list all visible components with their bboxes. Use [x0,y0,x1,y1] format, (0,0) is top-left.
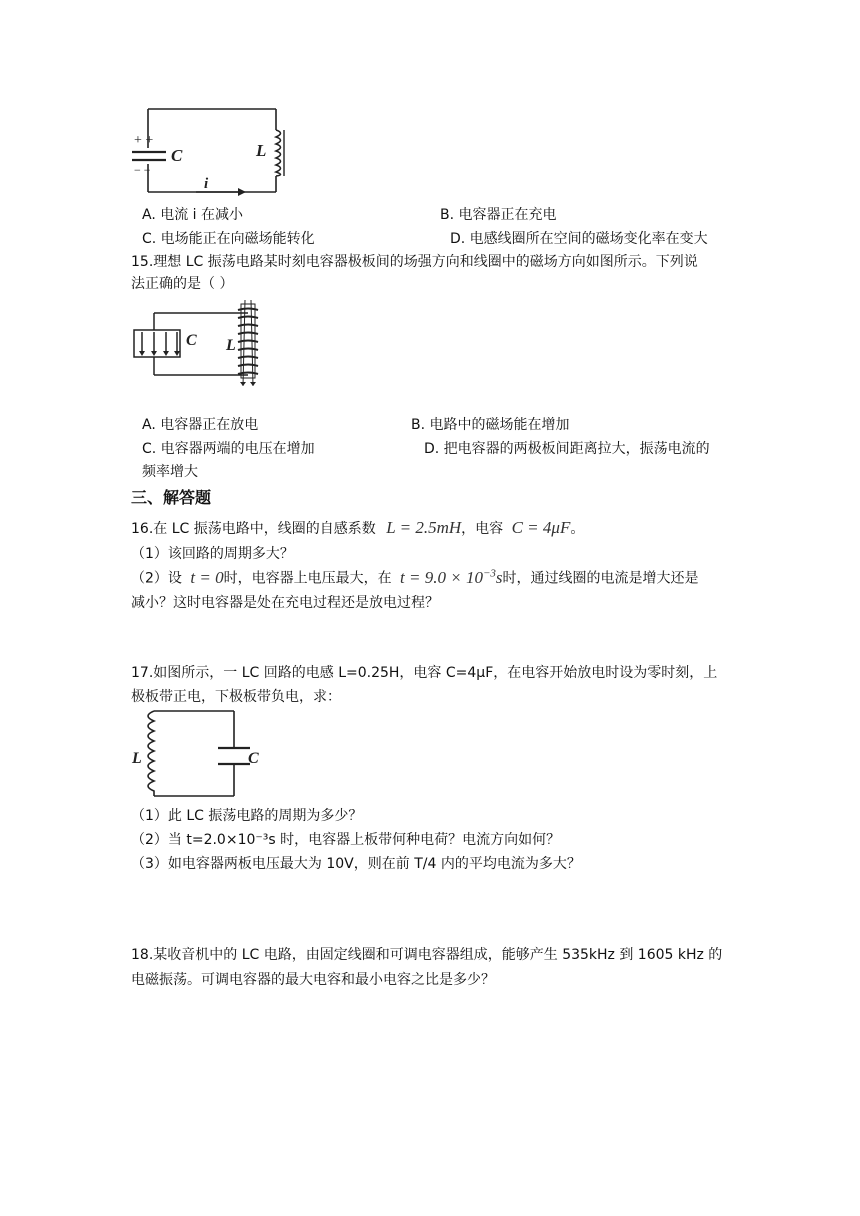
q14-label-l: L [256,141,267,160]
q16-stem-mid: ，电容 [461,521,504,537]
q18-stem-line1: 18.某收音机中的 LC 电路，由固定线圈和可调电容器组成，能够产生 535kHz 到 1605 kHz 的 [131,947,723,963]
q16-t0: t = 0 [190,567,224,587]
q14-circuit-figure [126,106,286,198]
q14-plus-signs: + + [134,133,154,148]
q16-inductance: L = 2.5mH [386,518,462,537]
q16-sub2 [131,567,699,588]
q15-option-d-line1: D. 把电容器的两极板间距离拉大，振荡电流的 [424,441,710,457]
q16-sub1: （1）该回路的周期多大？ [131,546,294,562]
q15-stem-line2: 法正确的是（ ） [131,276,234,292]
q17-label-l: L [132,750,142,767]
q16-stem [131,518,584,538]
q17-sub3: （3）如电容器两板电压最大为 10V，则在前 T/4 内的平均电流为多大？ [131,856,581,872]
q16-sub2-mid: 时，电容器上电压最大，在 [223,570,392,587]
q15-option-d-line2: 频率增大 [142,464,198,480]
q16-t1-base: t = 9.0 × 10 [400,567,483,587]
q16-stem-prefix: 16.在 LC 振荡电路中，线圈的自感系数 [131,521,376,537]
q14-option-c: C. 电场能正在向磁场能转化 [142,231,315,247]
q16-sub2-end: 时，通过线圈的电流是增大还是 [502,570,699,587]
q15-option-b: B. 电路中的磁场能在增加 [411,417,570,433]
q17-stem-line1: 17.如图所示，一 LC 回路的电感 L=0.25H，电容 C=4μF，在电容开始放电时设为零时刻，上 [131,665,718,681]
q16-t1-exp: −3 [482,567,496,579]
q17-circuit-figure [128,708,268,800]
q15-label-c: C [186,332,197,349]
q14-option-a: A. 电流 i 在减小 [142,207,244,223]
q14-label-i: i [204,176,209,192]
q16-t1 [400,568,502,587]
q14-minus-signs: − − [134,163,151,177]
section-title: 三、解答题 [131,488,212,507]
q15-stem-line1: 15.理想 LC 振荡电路某时刻电容器极板间的场强方向和线圈中的磁场方向如图所示。下列说 [131,254,698,270]
q16-t1-unit: s [495,567,503,587]
q16-sub2-line2: 减小？这时电容器是处在充电过程还是放电过程？ [131,595,439,611]
q14-option-b: B. 电容器正在充电 [440,207,557,223]
q15-option-a: A. 电容器正在放电 [142,417,259,433]
q15-option-c: C. 电容器两端的电压在增加 [142,441,315,457]
q16-sub2-prefix: （2）设 [131,570,182,587]
q18-stem-line2: 电磁振荡。可调电容器的最大电容和最小电容之比是多少？ [131,972,495,988]
q15-circuit-figure [130,300,280,386]
q15-label-l: L [226,337,236,354]
q17-sub1: （1）此 LC 振荡电路的周期为多少？ [131,808,363,824]
q16-stem-end: 。 [570,521,585,537]
q17-label-c: C [248,750,259,767]
q17-sub2: （2）当 t=2.0×10⁻³s 时，电容器上板带何种电荷？电流方向如何？ [131,832,561,848]
q14-label-c: C [171,146,183,165]
q14-option-d: D. 电感线圈所在空间的磁场变化率在变大 [450,231,708,247]
q16-capacitance: C = 4μF [511,518,571,537]
q17-stem-line2: 极板带正电，下极板带负电，求： [131,689,341,705]
